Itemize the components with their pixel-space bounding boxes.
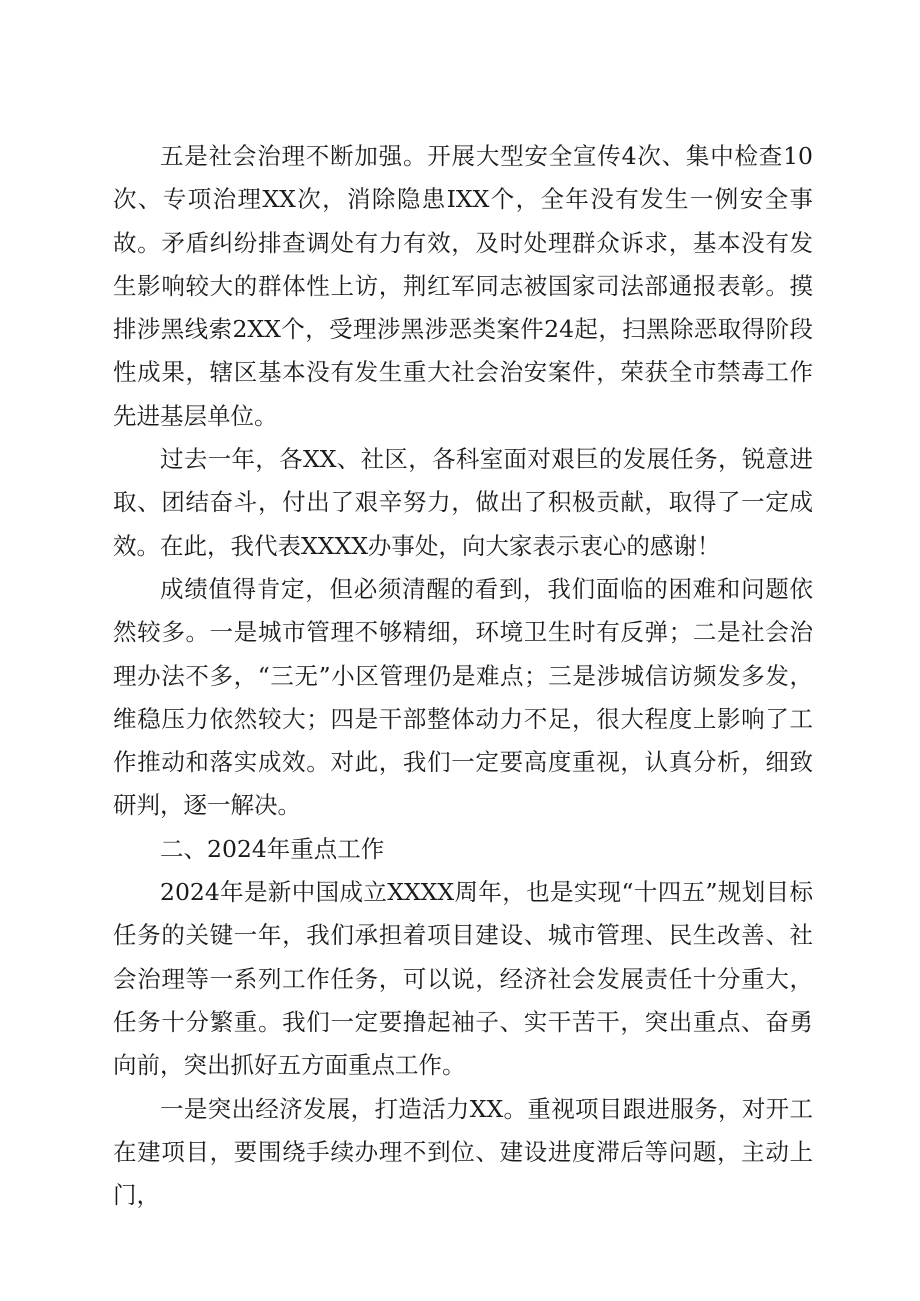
paragraph-2024-overview: 2024年是新中国成立XXXX周年，也是实现“十四五”规划目标任务的关键一年，我们承担着项目建设、城市管理、民生改善、社会治理等一系列工作任务，可以说，经济社会发展责任十分重大，任务十分繁重。我们一定要撸起袖子、实干苦干，突出重点、奋勇向前，突出抓好五方面重点工作。 [113,878,813,1080]
paragraph-thanks: 过去一年，各XX、社区，各科室面对艰巨的发展任务，锐意进取、团结奋斗，付出了艰辛努力，做出了积极贡献，取得了一定成效。在此，我代表XXXX办事处，向大家表示衷心的感谢！ [113,445,813,560]
paragraph-social-governance: 五是社会治理不断加强。开展大型安全宣传4次、集中检查10次、专项治理XX次，消除隐患IXX个，全年没有发生一例安全事故。矛盾纠纷排查调处有力有效，及时处理群众诉求，基本没有发生影响较大的群体性上访，荆红军同志被国家司法部通报表彰。摸排涉黑线索2XX个，受理涉黑涉恶类案件24起，扫黑除恶取得阶段性成果，辖区基本没有发生重大社会治安案件，荣获全市禁毒工作先进基层单位。 [113,142,813,430]
document-body [113,135,813,1217]
paragraph-economic-development: 一是突出经济发展，打造活力XX。重视项目跟进服务，对开工在建项目，要围绕手续办理不到位、建设进度滞后等问题，主动上门， [113,1094,813,1210]
section-heading: 二、2024年重点工作 [160,834,385,863]
paragraph-problems: 成绩值得肯定，但必须清醒的看到，我们面临的困难和问题依然较多。一是城市管理不够精细，环境卫生时有反弹；二是社会治理办法不多，“三无”小区管理仍是难点；三是涉城信访频发多发，维稳压力依然较大；四是干部整体动力不足，很大程度上影响了工作推动和落实成效。对此，我们一定要高度重视，认真分析，细致研判，逐一解决。 [113,574,813,820]
